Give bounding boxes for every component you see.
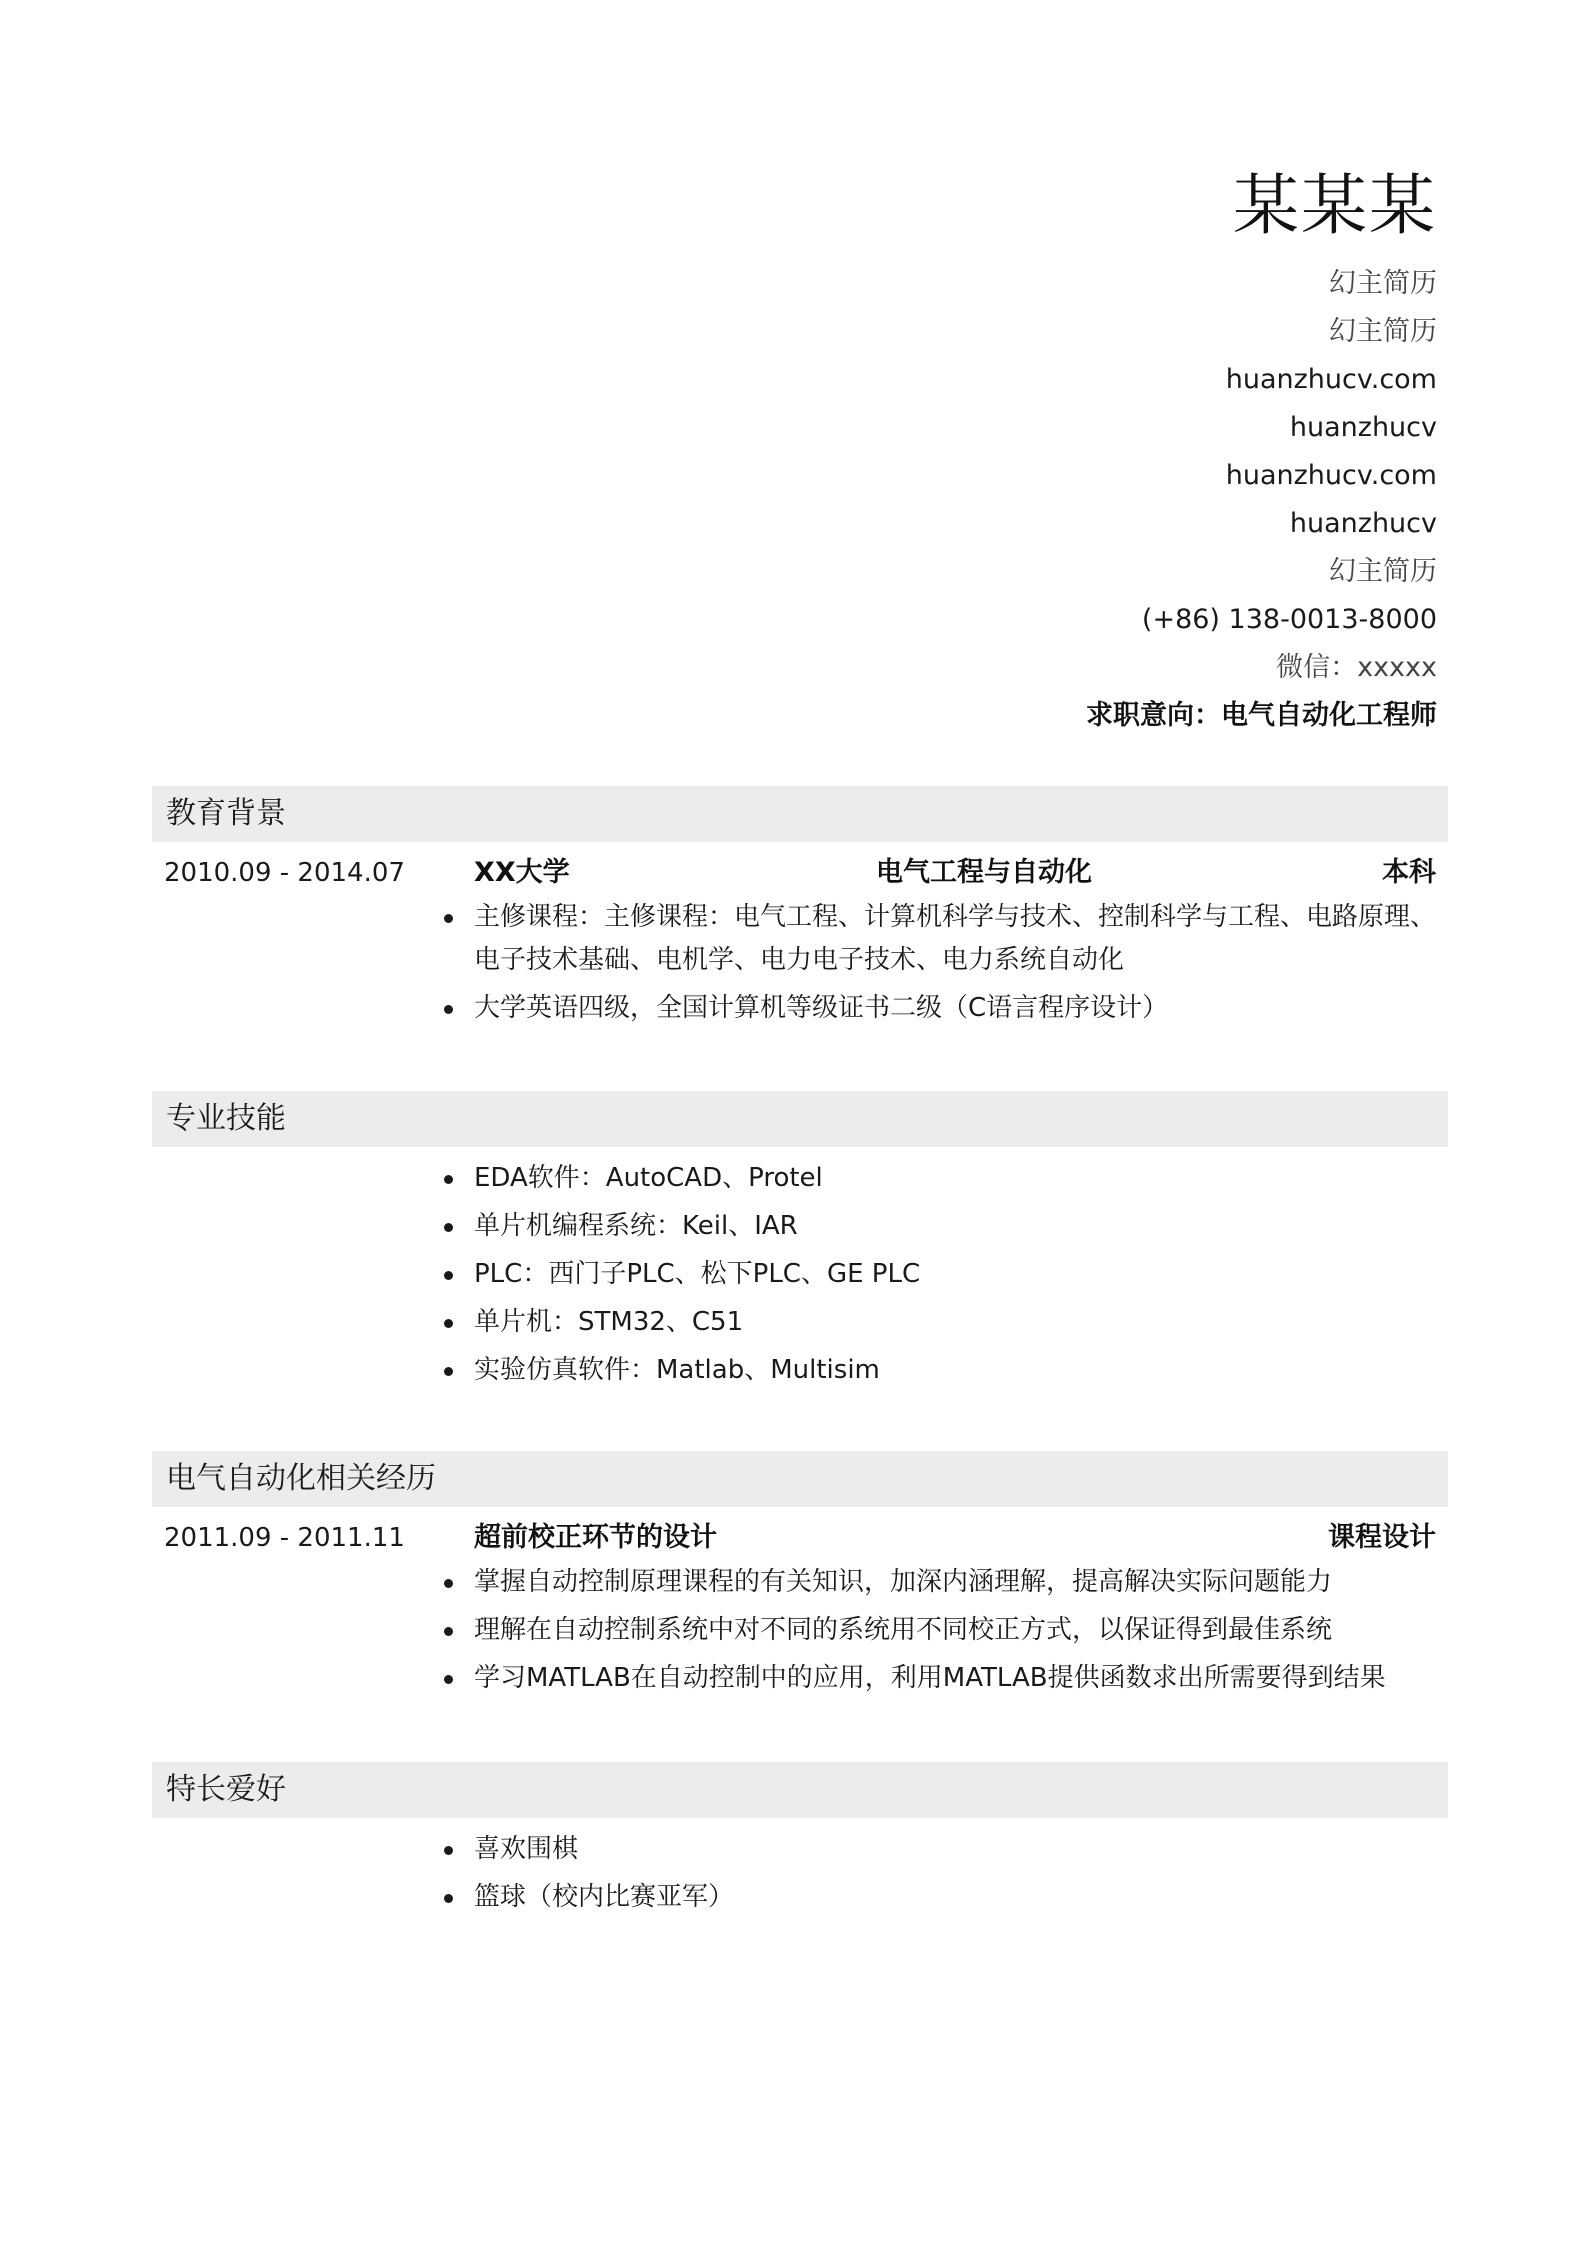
list-item: 单片机编程系统：Keil、IAR bbox=[474, 1205, 1448, 1253]
wechat-id: 微信：xxxxx bbox=[1276, 652, 1437, 683]
job-intent: 求职意向：电气自动化工程师 bbox=[1086, 700, 1437, 731]
resume-header bbox=[637, 160, 1437, 740]
experience-list bbox=[474, 1561, 1448, 1705]
info-line-1: 幻主简历 bbox=[1329, 268, 1437, 299]
list-item: 主修课程：主修课程：电气工程、计算机科学与技术、控制科学与工程、电路原理、电子技术基础、电机学、电力电子技术、电力系统自动化 bbox=[474, 896, 1448, 987]
candidate-name: 某某某 bbox=[1233, 167, 1437, 244]
major-name: 电气工程与自动化 bbox=[876, 857, 1092, 888]
hobbies-body bbox=[474, 1828, 1448, 1924]
phone-number: (+86) 138-0013-8000 bbox=[1141, 604, 1437, 635]
info-line-website-2: huanzhucv.com bbox=[1225, 460, 1437, 491]
section-title-experience: 电气自动化相关经历 bbox=[152, 1451, 1448, 1507]
list-item: 实验仿真软件：Matlab、Multisim bbox=[474, 1349, 1448, 1397]
list-item: 学习MATLAB在自动控制中的应用，利用MATLAB提供函数求出所需要得到结果 bbox=[474, 1657, 1448, 1705]
experience-body bbox=[474, 1515, 1448, 1705]
list-item: 篮球（校内比赛亚军） bbox=[474, 1876, 1448, 1924]
education-date: 2010.09 - 2014.07 bbox=[164, 858, 405, 888]
hobbies-entry bbox=[152, 1828, 1448, 1924]
school-name: XX大学 bbox=[474, 857, 570, 888]
info-line-website: huanzhucv.com bbox=[1225, 364, 1437, 395]
list-item: 理解在自动控制系统中对不同的系统用不同校正方式，以保证得到最佳系统 bbox=[474, 1609, 1448, 1657]
list-item: 喜欢围棋 bbox=[474, 1828, 1448, 1876]
info-line-4: huanzhucv bbox=[1289, 412, 1437, 443]
project-type: 课程设计 bbox=[1328, 1522, 1436, 1553]
education-list bbox=[474, 896, 1448, 1035]
skills-entry bbox=[152, 1157, 1448, 1397]
section-title-skills: 专业技能 bbox=[152, 1091, 1448, 1147]
list-item: 掌握自动控制原理课程的有关知识，加深内涵理解，提高解决实际问题能力 bbox=[474, 1561, 1448, 1609]
section-title-hobbies: 特长爱好 bbox=[152, 1762, 1448, 1818]
info-line-7: 幻主简历 bbox=[1329, 556, 1437, 587]
list-item: 大学英语四级，全国计算机等级证书二级（C语言程序设计） bbox=[474, 987, 1448, 1035]
skills-body bbox=[474, 1157, 1448, 1397]
education-section bbox=[152, 786, 1448, 1035]
project-name: 超前校正环节的设计 bbox=[474, 1522, 717, 1553]
list-item: 单片机：STM32、C51 bbox=[474, 1301, 1448, 1349]
experience-entry bbox=[152, 1515, 1448, 1705]
hobbies-list bbox=[474, 1828, 1448, 1924]
list-item: PLC：西门子PLC、松下PLC、GE PLC bbox=[474, 1253, 1448, 1301]
skills-list bbox=[474, 1157, 1448, 1397]
info-line-6: huanzhucv bbox=[1289, 508, 1437, 539]
hobbies-section bbox=[152, 1762, 1448, 1924]
list-item: EDA软件：AutoCAD、Protel bbox=[474, 1157, 1448, 1205]
experience-head bbox=[474, 1515, 1448, 1561]
degree: 本科 bbox=[1382, 857, 1436, 888]
education-head bbox=[474, 850, 1448, 896]
experience-section bbox=[152, 1451, 1448, 1705]
info-line-2: 幻主简历 bbox=[1329, 316, 1437, 347]
experience-date: 2011.09 - 2011.11 bbox=[164, 1523, 405, 1553]
education-entry bbox=[152, 850, 1448, 1035]
skills-section bbox=[152, 1091, 1448, 1397]
education-body bbox=[474, 850, 1448, 1035]
section-title-education: 教育背景 bbox=[152, 786, 1448, 842]
